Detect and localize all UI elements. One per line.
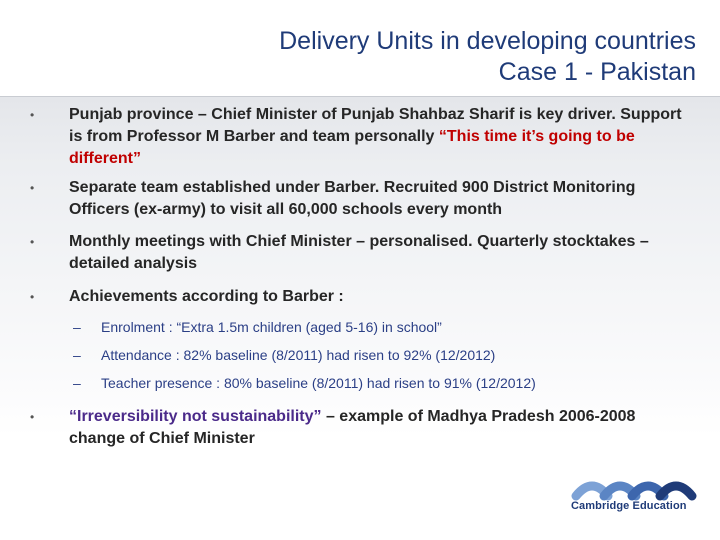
bullet-marker: • bbox=[30, 181, 35, 195]
sub-bullet-marker: – bbox=[73, 319, 81, 335]
slide-title bbox=[96, 26, 696, 88]
bullet-text: Monthly meetings with Chief Minister – personalised. Quarterly stocktakes – detailed analysis bbox=[69, 233, 649, 272]
bullet-text bbox=[69, 406, 689, 450]
slide-title-line-2: Case 1 - Pakistan bbox=[498, 58, 696, 86]
bullet-marker: • bbox=[30, 108, 35, 122]
slide-title-line-1: Delivery Units in developing countries bbox=[279, 27, 696, 55]
bullet-marker: • bbox=[30, 410, 35, 424]
bullet-text-main: Punjab province – Chief Minister of Punjab Shahbaz Sharif is key driver. Support is from Professor M Barber and team personally bbox=[69, 106, 682, 145]
sub-bullet-text: Enrolment : “Extra 1.5m children (aged 5-16) in school” bbox=[101, 319, 442, 335]
logo-wordmark: Cambridge Education bbox=[571, 500, 687, 512]
sub-bullet-text: Teacher presence : 80% baseline (8/2011) had risen to 91% (12/2012) bbox=[101, 375, 536, 391]
bullet-text bbox=[69, 104, 689, 170]
sub-bullet-marker: – bbox=[73, 347, 81, 363]
bullet-text: Separate team established under Barber. Recruited 900 District Monitoring Officers (ex-army) to visit all 60,000 schools every month bbox=[69, 179, 636, 218]
bullet-text-main: – example of Madhya Pradesh 2006-2008 change of Chief Minister bbox=[69, 408, 636, 447]
sub-bullet-marker: – bbox=[73, 375, 81, 391]
sub-bullet-text: Attendance : 82% baseline (8/2011) had risen to 92% (12/2012) bbox=[101, 347, 496, 363]
logo-arcs-icon bbox=[576, 486, 692, 496]
bullet-text: Achievements according to Barber : bbox=[69, 288, 344, 305]
bullet-marker: • bbox=[30, 290, 35, 304]
bullet-quote-highlight: “Irreversibility not sustainability” bbox=[69, 408, 322, 425]
bullet-marker: • bbox=[30, 235, 35, 249]
bullet-quote-highlight: “This time it’s going to be different” bbox=[69, 128, 635, 167]
